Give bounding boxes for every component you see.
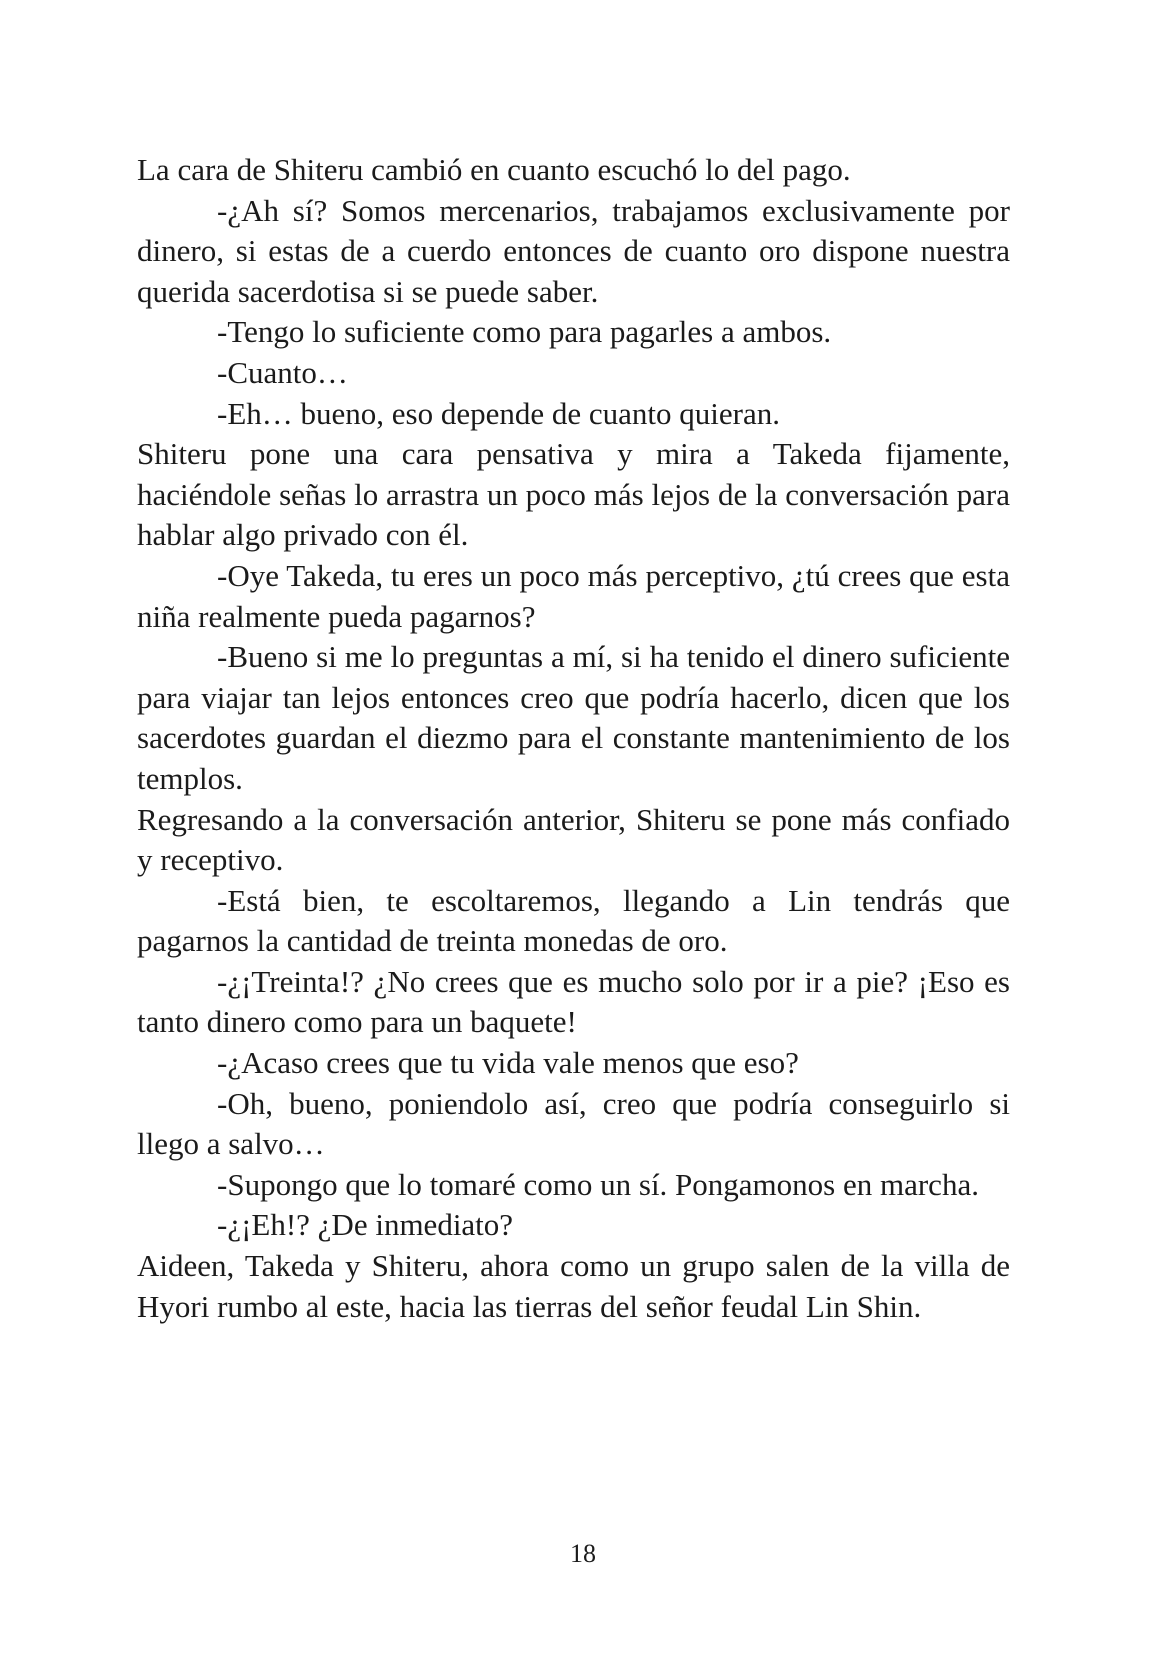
dialogue-paragraph: -Supongo que lo tomaré como un sí. Pongamonos en marcha.: [217, 1166, 979, 1202]
dialogue-paragraph: -Bueno si me lo preguntas a mí, si ha tenido el dinero suficiente para viajar tan lejos entonces creo que podría hacerlo, dicen que los sacerdotes guardan el diezmo para el constante mantenimiento de los templos.: [137, 639, 1010, 796]
paragraph: Aideen, Takeda y Shiteru, ahora como un grupo salen de la villa de Hyori rumbo al este, hacia las tierras del señor feudal Lin Shin.: [137, 1248, 1010, 1324]
paragraph: Shiteru pone una cara pensativa y mira a Takeda fijamente, haciéndole señas lo arrastra un poco más lejos de la conversación para hablar algo privado con él.: [137, 436, 1010, 553]
dialogue-paragraph: -Oye Takeda, tu eres un poco más perceptivo, ¿tú crees que esta niña realmente pueda pagarnos?: [137, 557, 1010, 634]
dialogue-paragraph: -¿Acaso crees que tu vida vale menos que eso?: [217, 1045, 799, 1081]
dialogue-paragraph: -Oh, bueno, poniendolo así, creo que podría conseguirlo si llego a salvo…: [137, 1085, 1010, 1162]
dialogue-paragraph: -Está bien, te escoltaremos, llegando a Lin tendrás que pagarnos la cantidad de treinta monedas de oro.: [137, 882, 1010, 959]
dialogue-paragraph: -Cuanto…: [217, 354, 348, 390]
dialogue-paragraph: -¿¡Eh!? ¿De inmediato?: [217, 1207, 514, 1243]
page-number: 18: [570, 1539, 596, 1568]
dialogue-paragraph: -Tengo lo suficiente como para pagarles a ambos.: [217, 314, 832, 350]
dialogue-paragraph: -¿¡Treinta!? ¿No crees que es mucho solo por ir a pie? ¡Eso es tanto dinero como para un baquete!: [137, 963, 1010, 1040]
dialogue-paragraph: -Eh… bueno, eso depende de cuanto quieran.: [217, 395, 780, 431]
page-body: [137, 150, 1010, 1327]
paragraph: La cara de Shiteru cambió en cuanto escuchó lo del pago.: [137, 152, 851, 187]
paragraph: Regresando a la conversación anterior, Shiteru se pone más confiado y receptivo.: [137, 801, 1010, 878]
dialogue-paragraph: -¿Ah sí? Somos mercenarios, trabajamos exclusivamente por dinero, si estas de a cuerdo entonces de cuanto oro dispone nuestra querida sacerdotisa si se puede saber.: [137, 192, 1010, 309]
